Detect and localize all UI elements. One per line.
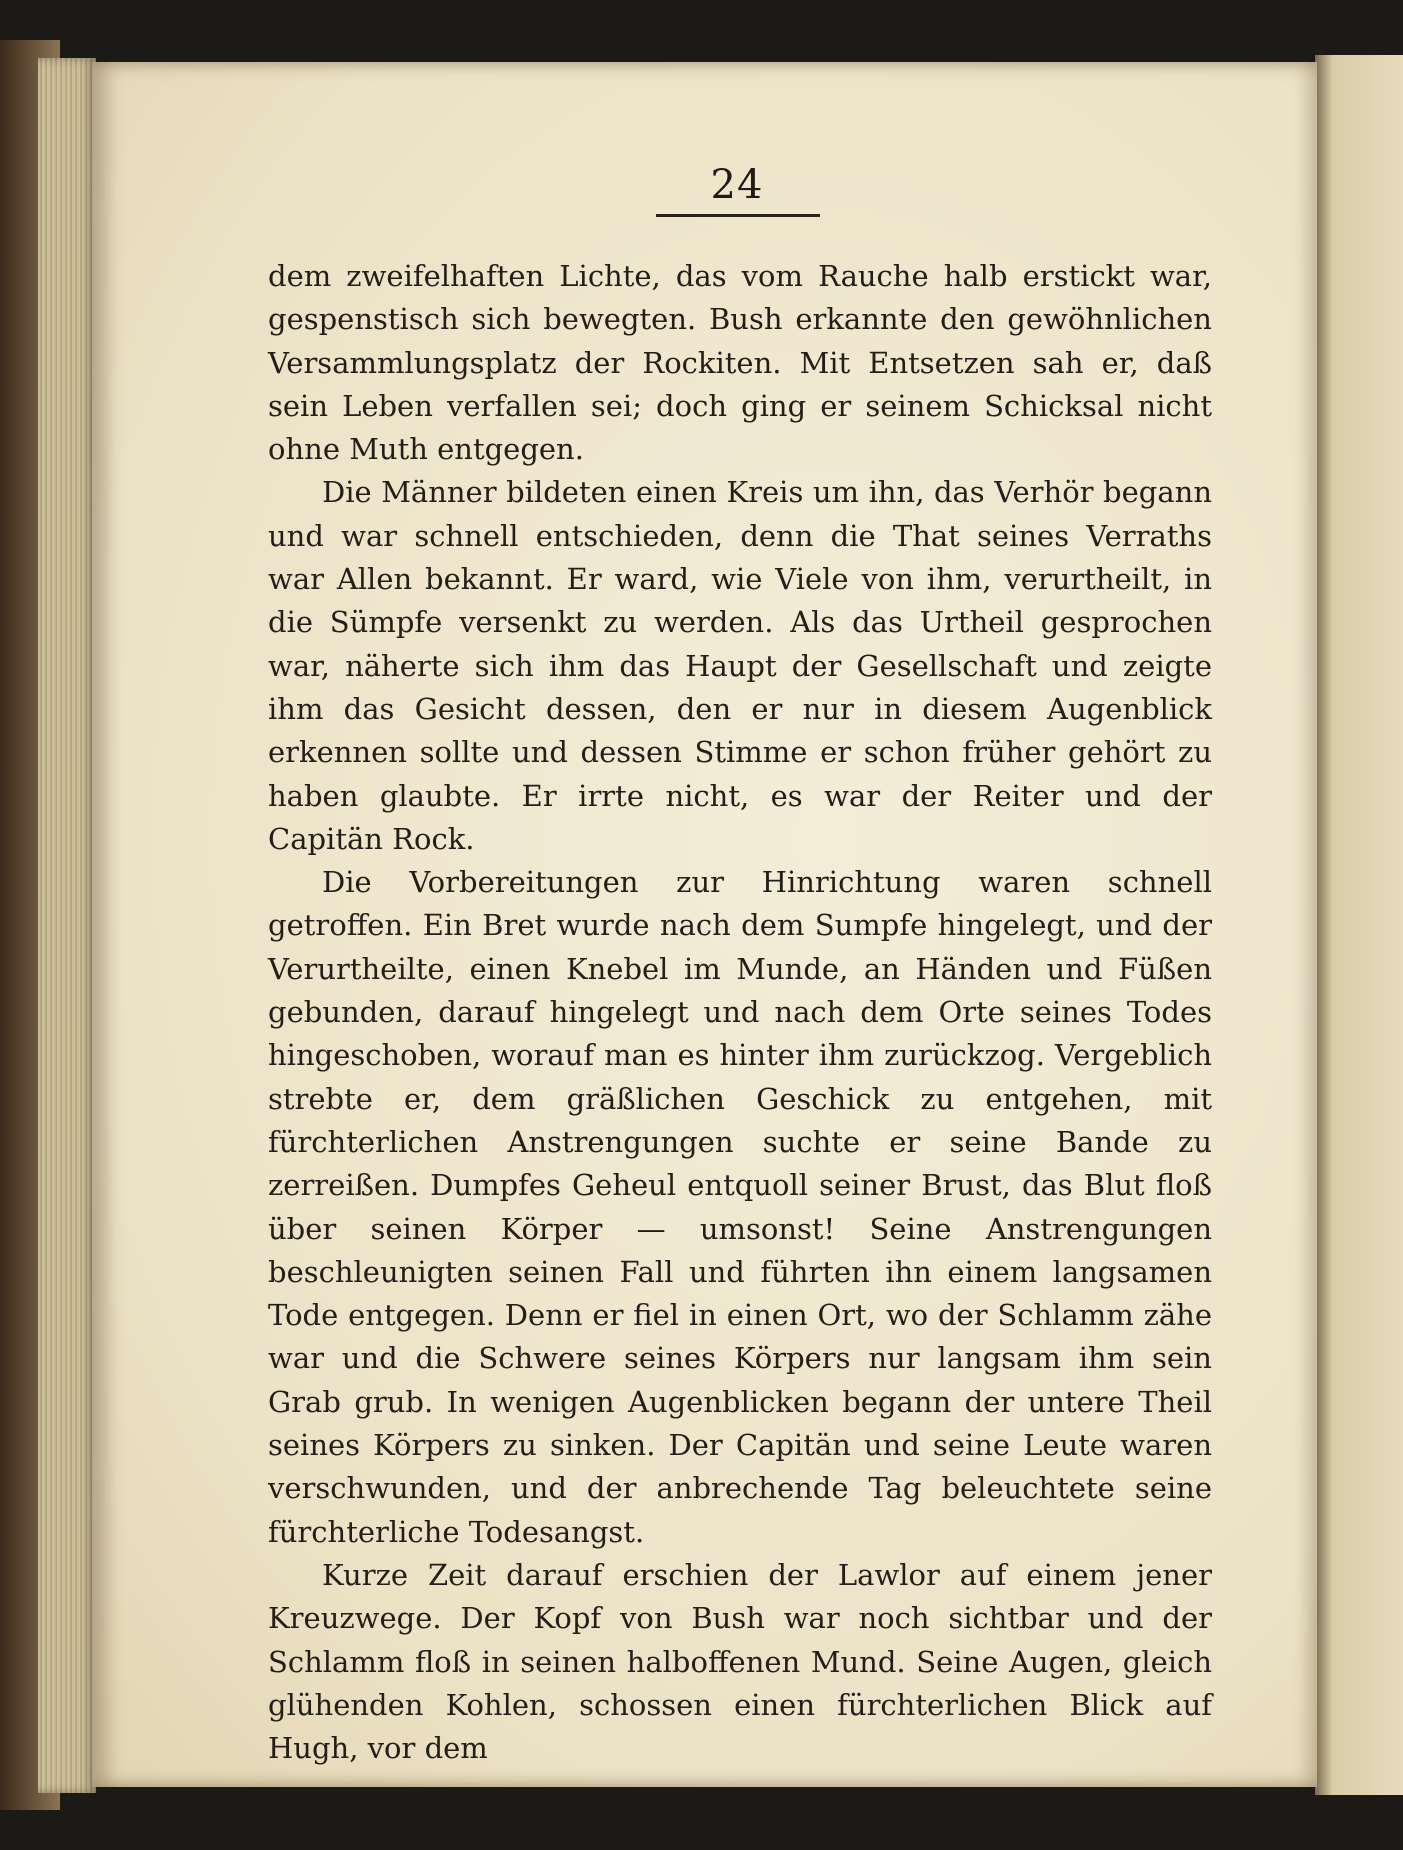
page-number-rule [656,214,820,217]
facing-page-edge [1315,55,1403,1795]
paragraph-3: Die Vorbereitungen zur Hinrichtung waren schnell getroffen. Ein Bret wurde nach dem Sumpfe hingelegt, und der Verurtheilte, einen Knebel im Munde, an Händen und Füßen gebunden, darauf hingelegt und nach dem Orte seines Todes hingeschoben, worauf man es hinter ihm zurückzog. Vergeblich strebte er, dem gräßlichen Geschick zu entgehen, mit fürchterlichen Anstrengungen suchte er seine Bande zu zerreißen. Dumpfes Geheul entquoll seiner Brust, das Blut floß über seinen Körper — umsonst! Seine Anstrengungen beschleunigten seinen Fall und führten ihn einem langsamen Tode entgegen. Denn er fiel in einen Ort, wo der Schlamm zähe war und die Schwere seines Körpers nur langsam ihm sein Grab grub. In wenigen Augenblicken begann der untere Theil seines Körpers zu sinken. Der Capitän und seine Leute waren verschwunden, und der anbrechende Tag beleuchtete seine fürchterliche Todesangst. [268,865,1212,1549]
page-number: 24 [710,162,764,208]
paragraph-2: Die Männer bildeten einen Kreis um ihn, das Verhör begann und war schnell entschieden, denn die That seines Verraths war Allen bekannt. Er ward, wie Viele von ihm, verurtheilt, in die Sümpfe versenkt zu werden. Als das Urtheil gesprochen war, näherte sich ihm das Haupt der Gesellschaft und zeigte ihm das Gesicht dessen, den er nur in diesem Augenblick erkennen sollte und dessen Stimme er schon früher gehört zu haben glaubte. Er irrte nicht, es war der Reiter und der Capitän Rock. [268,475,1212,856]
paragraph-1: dem zweifelhaften Lichte, das vom Rauche halb erstickt war, gespenstisch sich bewegten. Bush erkannte den gewöhnlichen Versammlungsplatz der Rockiten. Mit Entsetzen sah er, daß sein Leben verfallen sei; doch ging er seinem Schicksal nicht ohne Muth entgegen. [268,259,1212,467]
paragraph-4: Kurze Zeit darauf erschien der Lawlor auf einem jener Kreuzwege. Der Kopf von Bush war noch sichtbar und der Schlamm floß in seinen halboffenen Mund. Seine Augen, gleich glühenden Kohlen, schossen einen fürchterlichen Blick auf Hugh, vor dem [268,1557,1212,1766]
page-text [268,255,1212,1770]
page-stack-edge [38,58,96,1793]
